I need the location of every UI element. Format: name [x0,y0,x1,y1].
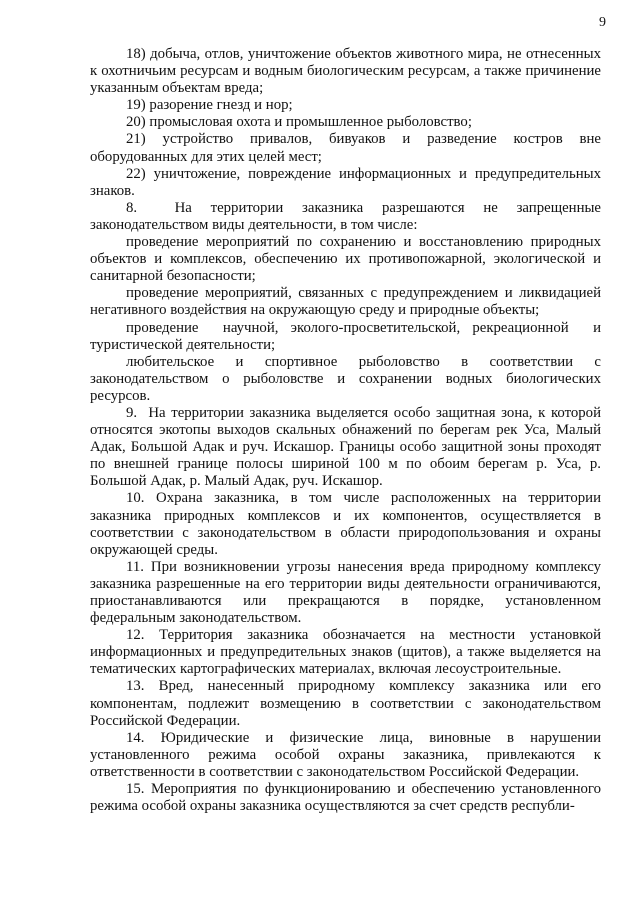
section-8-item-impact-prevention: проведение мероприятий, связанных с предупреждением и ликвидацией негативного воздействия на окружающую среду и природные объекты; [90,285,601,319]
section-14-paragraph: 14. Юридические и физические лица, виновные в нарушении установленного режима особой охраны заказника, привлекаются к ответственности в соответствии с законодательством Российской Федерации. [90,729,601,780]
item-22-paragraph: 22) уничтожение, повреждение информационных и предупредительных знаков. [90,165,601,199]
item-19-paragraph: 19) разорение гнезд и нор; [126,97,293,114]
item-21-paragraph: 21) устройство привалов, бивуаков и разведение костров вне оборудованных для этих целей мест; [90,131,601,165]
section-8-item-fishing: любительское и спортивное рыболовство в соответствии с законодательством о рыболовстве и сохранении водных биологических ресурсов. [90,353,601,404]
section-8-paragraph: 8. На территории заказника разрешаются не запрещенные законодательством виды деятельности, в том числе: [90,199,601,233]
section-9-paragraph: 9. На территории заказника выделяется особо защитная зона, к которой относятся экотопы выходов скальных обнажений по берегам рек Уса, Малый Адак, Большой Адак и руч. Искашор. Границы особо защитной зоны проходят по внешней границе полосы шириной 100 м по обоим берегам р. Уса, р. Большой Адак, р. Малый Адак, руч. Искашор. [90,404,601,490]
page-number: 9 [599,15,606,30]
section-11-paragraph: 11. При возникновении угрозы нанесения вреда природному комплексу заказника разрешенные на его территории виды деятельности ограничиваются, приостанавливаются или прекращаются в порядке, установленном федеральным законодательством. [90,558,601,627]
section-10-paragraph: 10. Охрана заказника, в том числе расположенных на территории заказника природных комплексов и их компонентов, осуществляется в соответствии с законодательством в области природопользования и охраны окружающей среды. [90,490,601,558]
section-13-paragraph: 13. Вред, нанесенный природному комплексу заказника или его компонентам, подлежит возмещению в соответствии с законодательством Российской Федерации. [90,678,601,729]
section-15-paragraph: 15. Мероприятия по функционированию и обеспечению установленного режима особой охраны заказника осуществляются за счет средств республи- [90,781,601,815]
item-18-paragraph: 18) добыча, отлов, уничтожение объектов животного мира, не отнесенных к охотничьим ресурсам и водным биологическим ресурсам, а также причинение указанным объектам вреда; [90,46,601,97]
section-8-item-conservation: проведение мероприятий по сохранению и восстановлению природных объектов и комплексов, обеспечению их противопожарной, экологической и санитарной безопасности; [90,234,601,285]
item-20-paragraph: 20) промысловая охота и промышленное рыболовство; [126,114,472,131]
section-8-item-research-tourism: проведение научной, эколого-просветительской, рекреационной и туристической деятельности; [90,319,601,353]
document-body [90,46,601,815]
section-12-paragraph: 12. Территория заказника обозначается на местности установкой информационных и предупредительных знаков (щитов), а также выделяется на тематических картографических материалах, включая лесоустроительные. [90,627,601,678]
